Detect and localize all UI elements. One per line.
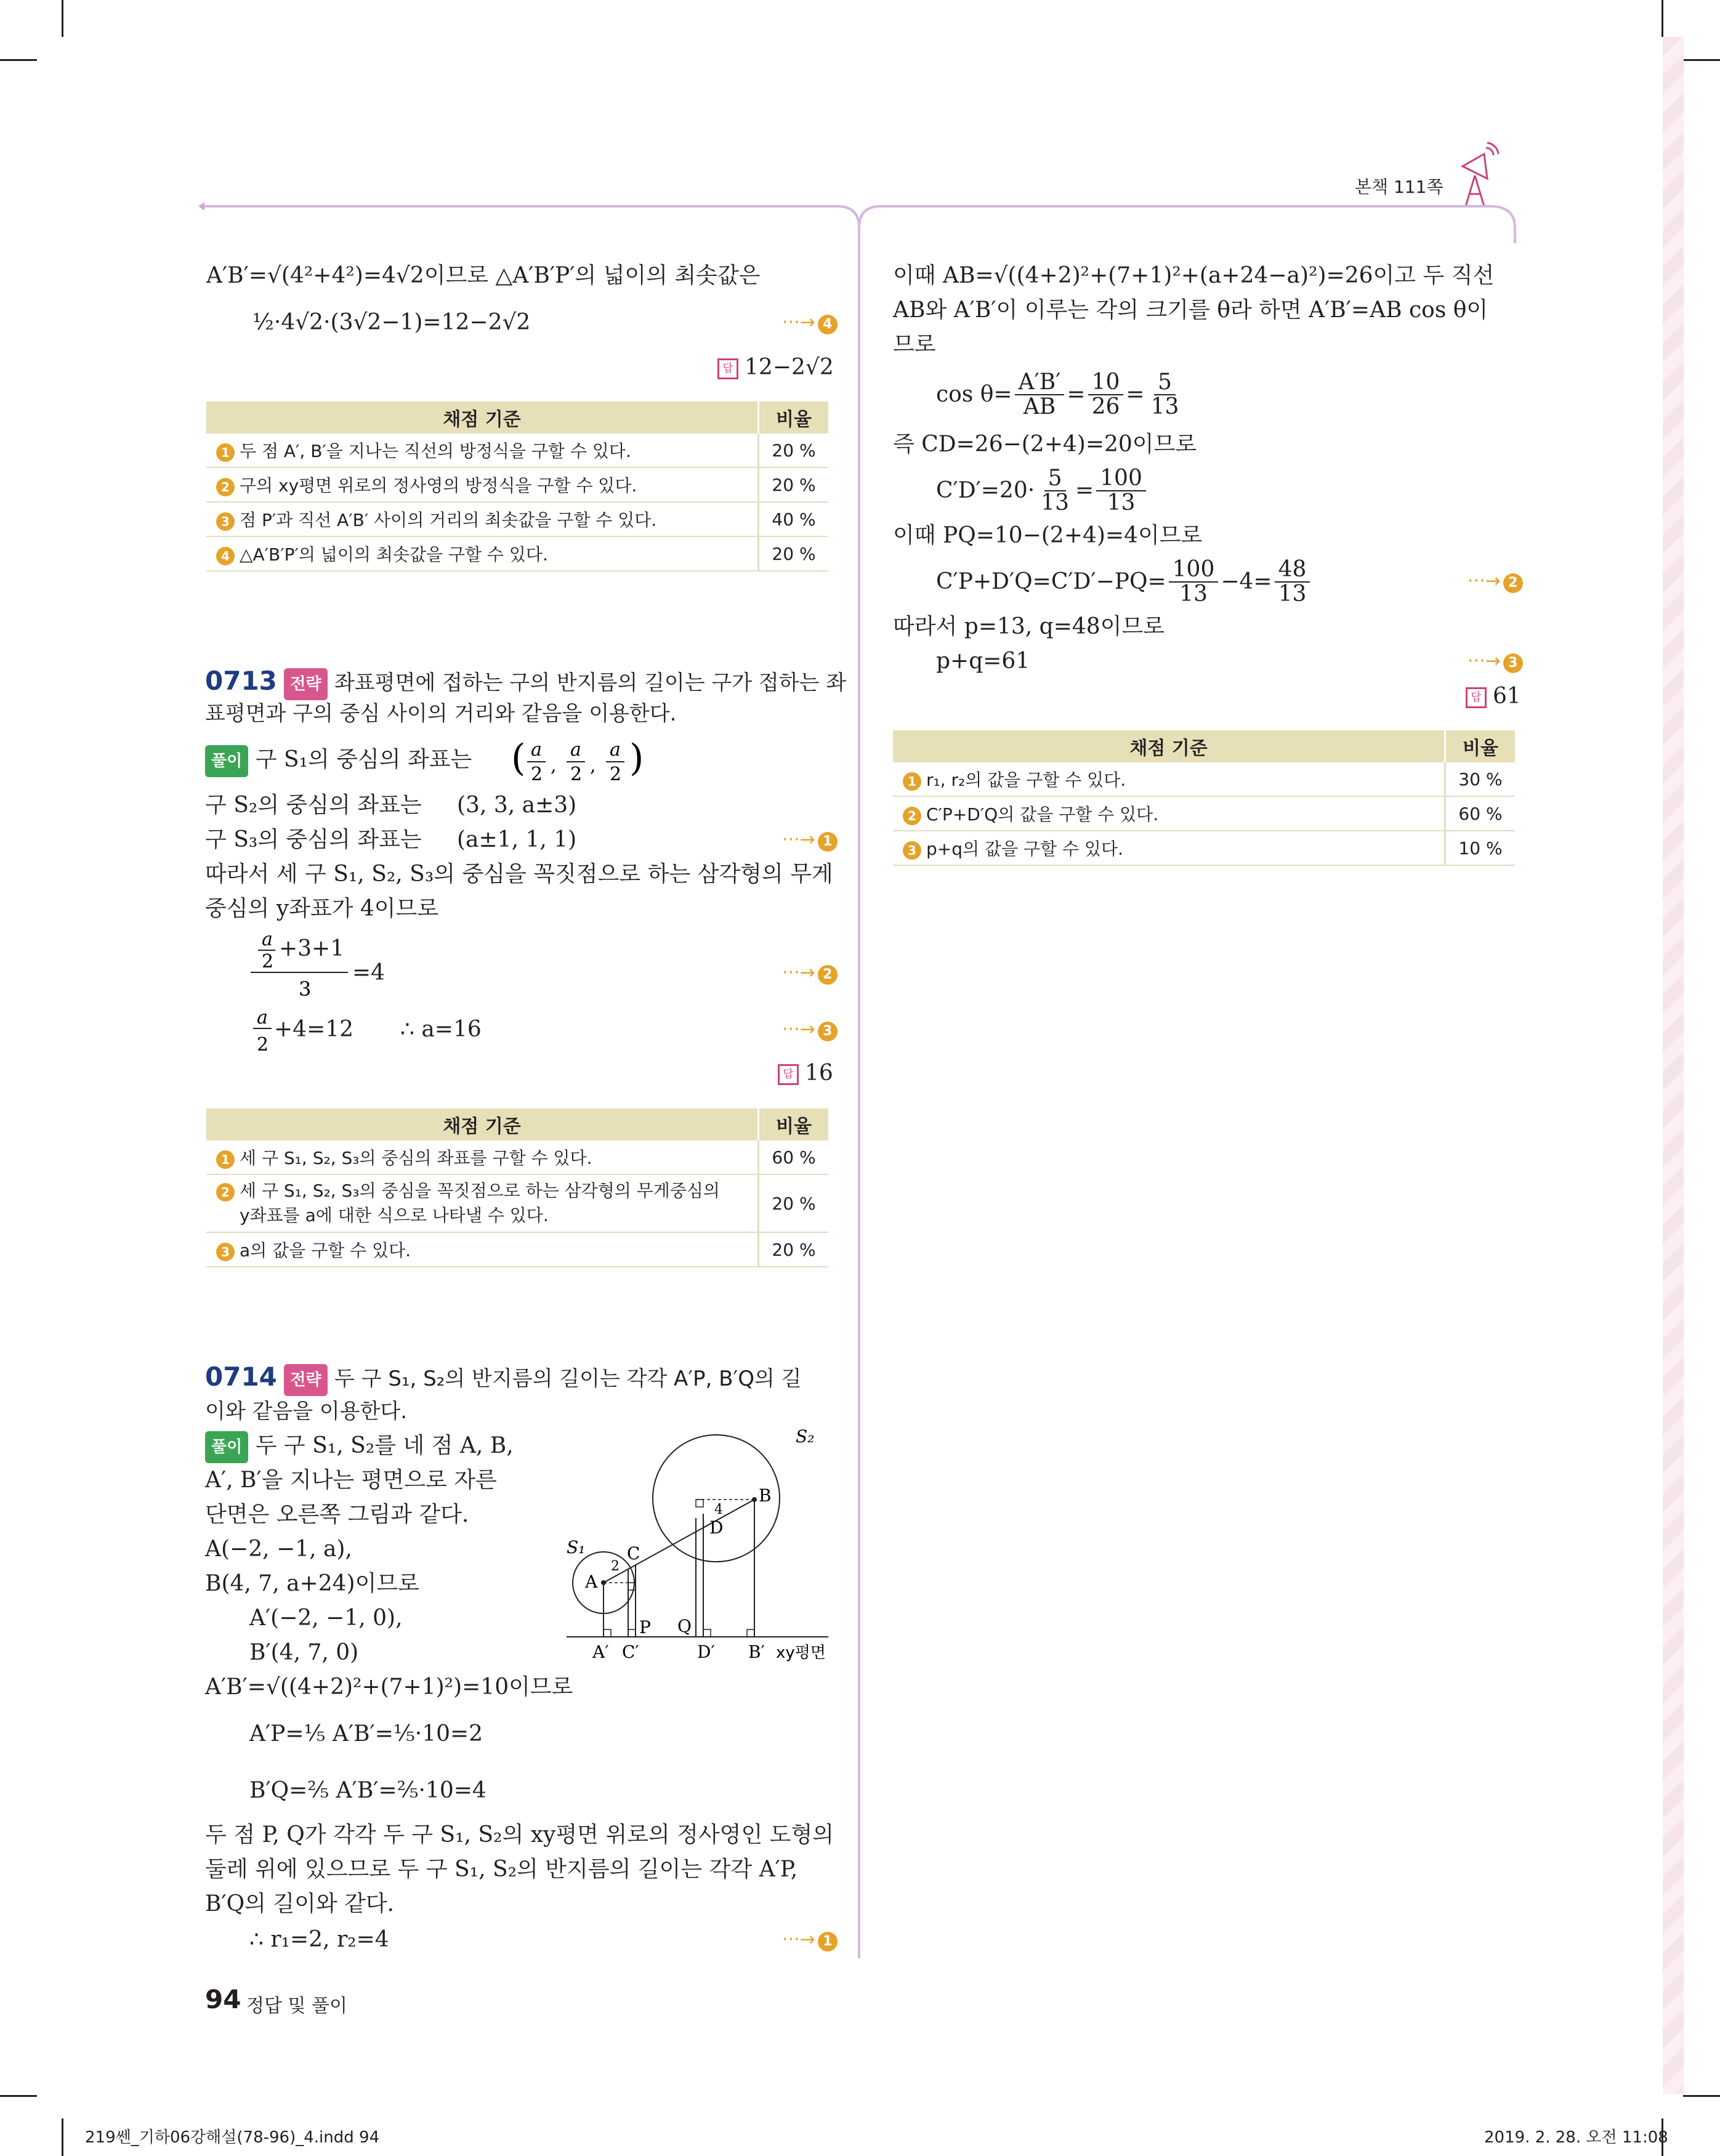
table-row [206, 434, 828, 467]
label-s2: S₂ [796, 1426, 815, 1447]
text-line: 따라서 p=13, q=48이므로 [893, 614, 1165, 639]
point-a [601, 1580, 606, 1585]
strategy-text: 두 구 S₁, S₂의 반지름의 길이는 각각 A′P, B′Q의 길 [334, 1367, 802, 1391]
row-ratio: 20 % [759, 1174, 829, 1232]
step-number: 1 [818, 1932, 838, 1952]
text-line: B′(4, 7, 0) [249, 1640, 359, 1665]
table-header-criteria: 채점 기준 [206, 402, 759, 434]
crop-mark [1683, 2095, 1720, 2097]
text-line: B′Q의 길이와 같다. [205, 1891, 395, 1916]
svg-text:a: a [610, 739, 621, 761]
svg-text:a: a [257, 1007, 268, 1028]
text-line: 구 S₂의 중심의 좌표는 [205, 793, 422, 818]
eq-num: A′B′ [1015, 371, 1065, 395]
answer-value: 16 [805, 1060, 833, 1086]
table-header-ratio: 비율 [759, 1108, 829, 1141]
text-line: A′(−2, −1, 0), [249, 1605, 403, 1631]
label-a-prime: A′ [592, 1642, 609, 1662]
strategy-badge: 전략 [284, 1364, 327, 1396]
eq-text: C′D′=20· [936, 477, 1035, 503]
scoring-table-2 [206, 1108, 828, 1267]
step-number: 3 [1503, 653, 1523, 673]
step-marker: ···→ 3 [782, 1019, 838, 1041]
strategy-text: 표평면과 구의 중심 사이의 거리와 같음을 이용한다. [205, 701, 677, 726]
row-ratio: 20 % [759, 467, 829, 502]
step-number: 2 [818, 965, 838, 985]
eq-den: 13 [1150, 394, 1179, 419]
eq-text: cos θ= [936, 381, 1012, 407]
step-marker: ···→ 2 [782, 962, 838, 985]
text: 구 S₁의 중심의 좌표는 [255, 747, 472, 772]
solution-line [205, 745, 472, 777]
text-line: 구 S₃의 중심의 좌표는 [205, 827, 422, 852]
text-line: A(−2, −1, a), [205, 1536, 352, 1562]
eq-den: 13 [1179, 581, 1208, 607]
table-header-ratio: 비율 [1445, 730, 1516, 762]
table-row [893, 831, 1515, 865]
label-b-prime: B′ [748, 1642, 765, 1662]
header-page-ref: 본책 111쪽 [1355, 177, 1443, 197]
page-number: 94 [205, 1984, 241, 2014]
answer [717, 355, 834, 380]
strategy-text: 좌표평면에 접하는 구의 반지름의 길이는 구가 접하는 좌 [334, 671, 847, 695]
text-line: 중심의 y좌표가 4이므로 [205, 896, 439, 921]
strategy-badge: 전략 [284, 668, 327, 700]
equation-cos [936, 371, 1185, 419]
eq-den: 13 [1107, 490, 1136, 515]
row-ratio: 60 % [759, 1141, 829, 1174]
row-ratio: 30 % [1445, 762, 1516, 796]
answer-icon: 답 [717, 358, 738, 379]
equation-text: +4=12 [274, 1017, 354, 1042]
answer [1466, 684, 1521, 709]
strategy-text: 이와 같음을 이용한다. [205, 1399, 408, 1424]
svg-text:2: 2 [570, 764, 583, 785]
row-criteria: C′P+D′Q의 값을 구할 수 있다. [926, 804, 1159, 825]
label-radius-2: 2 [611, 1559, 620, 1574]
row-ratio: 60 % [1445, 796, 1516, 831]
label-q: Q [677, 1616, 692, 1636]
svg-text:a: a [262, 929, 273, 950]
eq-text: C′P+D′Q=C′D′−PQ= [936, 568, 1166, 594]
row-number: 2 [903, 807, 921, 825]
text-line: A′B′=√((4+2)²+(7+1)²)=10이므로 [205, 1674, 573, 1700]
row-criteria: a의 값을 구할 수 있다. [240, 1240, 411, 1261]
crop-mark [62, 0, 63, 37]
row-number: 2 [216, 478, 235, 496]
row-number: 1 [216, 443, 235, 462]
eq-text: = [1075, 477, 1094, 503]
problem-0714-header [205, 1362, 801, 1396]
crop-mark [62, 2118, 63, 2156]
solution-line [205, 1431, 514, 1463]
eq-text: = [1067, 381, 1086, 407]
table-row [206, 1141, 828, 1174]
eq-den: 26 [1091, 394, 1120, 419]
solution-badge: 풀이 [205, 745, 248, 777]
coordinate-fraction [511, 736, 653, 788]
step-marker: ···→ 1 [782, 1929, 838, 1952]
eq-num: 100 [1096, 467, 1146, 491]
table-header-criteria: 채점 기준 [893, 730, 1445, 762]
label-p: P [639, 1617, 651, 1637]
row-number: 2 [216, 1183, 235, 1201]
step-number: 1 [818, 832, 838, 852]
text-line: 이때 PQ=10−(2+4)=4이므로 [893, 523, 1203, 548]
table-row [893, 796, 1515, 831]
label-d: D [709, 1517, 724, 1538]
table-row [893, 762, 1515, 796]
table-row [206, 1174, 828, 1232]
row-criteria: 점 P′과 직선 A′B′ 사이의 거리의 최솟값을 구할 수 있다. [240, 510, 657, 530]
text-line: 즉 CD=26−(2+4)=20이므로 [893, 432, 1197, 457]
eq-num: 5 [1044, 467, 1066, 491]
problem-0713-header [205, 666, 846, 700]
svg-text:2: 2 [610, 764, 622, 785]
eq-num: 48 [1275, 558, 1310, 583]
text-line: 둘레 위에 있으므로 두 구 S₁, S₂의 반지름의 길이는 각각 A′P, [205, 1857, 798, 1882]
eq-num: 5 [1154, 371, 1176, 395]
coordinate-text: (3, 3, a±3) [457, 793, 577, 818]
row-number: 1 [216, 1150, 235, 1169]
svg-text:a: a [570, 739, 581, 761]
table-row [206, 502, 828, 536]
table-header-criteria: 채점 기준 [206, 1108, 759, 1141]
text-line: ∴ r₁=2, r₂=4 [249, 1927, 389, 1952]
step-marker: ···→ 3 [1468, 650, 1523, 673]
svg-text:2: 2 [262, 951, 274, 972]
formula-line: A′P=⅕ A′B′=⅕·10=2 [249, 1721, 483, 1746]
eq-den: 13 [1278, 581, 1307, 607]
svg-text:2: 2 [257, 1034, 269, 1056]
table-header-ratio: 비율 [759, 402, 829, 434]
svg-text:2: 2 [531, 764, 543, 785]
row-criteria: p+q의 값을 구할 수 있다. [926, 839, 1123, 859]
cross-section-figure [554, 1416, 838, 1675]
crop-mark [0, 59, 37, 61]
svg-text:(: ( [511, 737, 526, 780]
equation-numerator: +3+1 [279, 936, 345, 961]
text-line: AB와 A′B′이 이루는 각의 크기를 θ라 하면 A′B′=AB cos θ이 [893, 297, 1488, 323]
table-row [206, 1232, 828, 1267]
eq-den: AB [1023, 394, 1056, 419]
text-line: A′, B′을 지나는 평면으로 자른 [205, 1468, 497, 1493]
label-xy-plane: xy평면 [776, 1644, 826, 1662]
equation-conclusion: ∴ a=16 [400, 1017, 482, 1042]
solution-badge: 풀이 [205, 1431, 248, 1463]
file-info: 219쎈_기하06강해설(78-96)_4.indd 94 [85, 2128, 380, 2147]
svg-text:a: a [531, 739, 542, 761]
eq-text: = [1126, 381, 1145, 407]
row-number: 3 [216, 1243, 235, 1261]
text-line: 이때 AB=√((4+2)²+(7+1)²+(a+24−a)²)=26이고 두 직선 [893, 263, 1495, 288]
side-pattern-strip [1663, 37, 1684, 2094]
scoring-table-1 [206, 402, 828, 571]
table-row [206, 536, 828, 571]
step-marker: ···→ 2 [1468, 570, 1523, 593]
row-criteria: △A′B′P′의 넓이의 최솟값을 구할 수 있다. [240, 544, 548, 565]
text-line: 따라서 세 구 S₁, S₂, S₃의 중심을 꼭짓점으로 하는 삼각형의 무게 [205, 862, 833, 887]
answer-icon: 답 [778, 1064, 799, 1085]
point-b [752, 1497, 757, 1502]
row-number: 3 [216, 512, 235, 531]
text-line: 므로 [893, 332, 936, 357]
row-criteria: r₁, r₂의 값을 구할 수 있다. [926, 770, 1126, 790]
row-ratio: 20 % [759, 434, 829, 467]
row-number: 3 [903, 841, 921, 860]
label-c: C [627, 1543, 640, 1564]
row-criteria: 구의 xy평면 위로의 정사영의 방정식을 구할 수 있다. [240, 475, 637, 496]
eq-text: −4= [1221, 568, 1272, 594]
text-line: 단면은 오른쪽 그림과 같다. [205, 1502, 469, 1527]
text-line: B(4, 7, a+24)이므로 [205, 1571, 419, 1596]
row-ratio: 40 % [759, 502, 829, 536]
answer [778, 1060, 833, 1086]
row-ratio: 10 % [1445, 831, 1516, 865]
row-number: 4 [216, 547, 235, 565]
book-section: 정답 및 풀이 [246, 1995, 347, 2017]
label-d-prime: D′ [697, 1642, 715, 1662]
svg-text:,: , [551, 755, 557, 777]
formula-line: ½·4√2·(3√2−1)=12−2√2 [252, 310, 531, 335]
equation-cd [936, 467, 1149, 515]
answer-value: 12−2√2 [745, 355, 834, 380]
table-row [206, 467, 828, 502]
eq-num: 100 [1169, 558, 1219, 583]
crop-mark [0, 2095, 37, 2097]
label-b: B [759, 1485, 772, 1506]
step-number: 3 [818, 1022, 838, 1041]
problem-number: 0714 [205, 1362, 277, 1392]
row-criteria-cont: y좌표를 a에 대한 식으로 나타낼 수 있다. [240, 1205, 549, 1225]
scoring-table-3 [893, 730, 1515, 866]
formula-line: B′Q=⅖ A′B′=⅖·10=4 [249, 1778, 487, 1803]
coordinate-text: (a±1, 1, 1) [457, 827, 577, 852]
print-date: 2019. 2. 28. 오전 11:08 [1484, 2128, 1668, 2147]
row-ratio: 20 % [759, 1232, 829, 1267]
crop-mark [1683, 59, 1720, 61]
text-line: A′B′=√(4²+4²)=4√2이므로 △A′B′P′의 넓이의 최솟값은 [206, 263, 761, 288]
eq-num: 10 [1088, 371, 1124, 395]
svg-text:,: , [590, 755, 596, 777]
row-number: 1 [903, 772, 921, 791]
answer-icon: 답 [1466, 687, 1487, 708]
row-ratio: 20 % [759, 536, 829, 571]
crop-mark [1661, 0, 1663, 37]
label-a: A [585, 1572, 598, 1592]
problem-number: 0713 [205, 666, 277, 696]
step-number: 2 [1503, 573, 1523, 593]
text: 두 구 S₁, S₂를 네 점 A, B, [255, 1433, 514, 1458]
text-line: 두 점 P, Q가 각각 두 구 S₁, S₂의 xy평면 위로의 정사영인 도형의 [205, 1822, 834, 1847]
row-criteria: 세 구 S₁, S₂, S₃의 중심을 꼭짓점으로 하는 삼각형의 무게중심의 [240, 1181, 720, 1201]
row-criteria: 세 구 S₁, S₂, S₃의 중심의 좌표를 구할 수 있다. [240, 1148, 592, 1168]
label-c-prime: C′ [622, 1642, 639, 1662]
equation-result: =4 [352, 960, 386, 985]
equation-cp-dq [936, 558, 1312, 606]
label-radius-4: 4 [714, 1502, 723, 1517]
row-criteria: 두 점 A′, B′을 지나는 직선의 방정식을 구할 수 있다. [240, 441, 631, 461]
eq-den: 13 [1041, 490, 1069, 515]
step-marker: ···→ 1 [782, 829, 838, 852]
step-marker: ···→ 4 [782, 312, 838, 334]
svg-text:3: 3 [299, 977, 312, 1001]
text-line: p+q=61 [936, 648, 1030, 674]
answer-value: 61 [1493, 684, 1521, 709]
label-s1: S₁ [567, 1537, 586, 1557]
svg-text:): ) [629, 737, 644, 780]
step-number: 4 [818, 315, 838, 334]
